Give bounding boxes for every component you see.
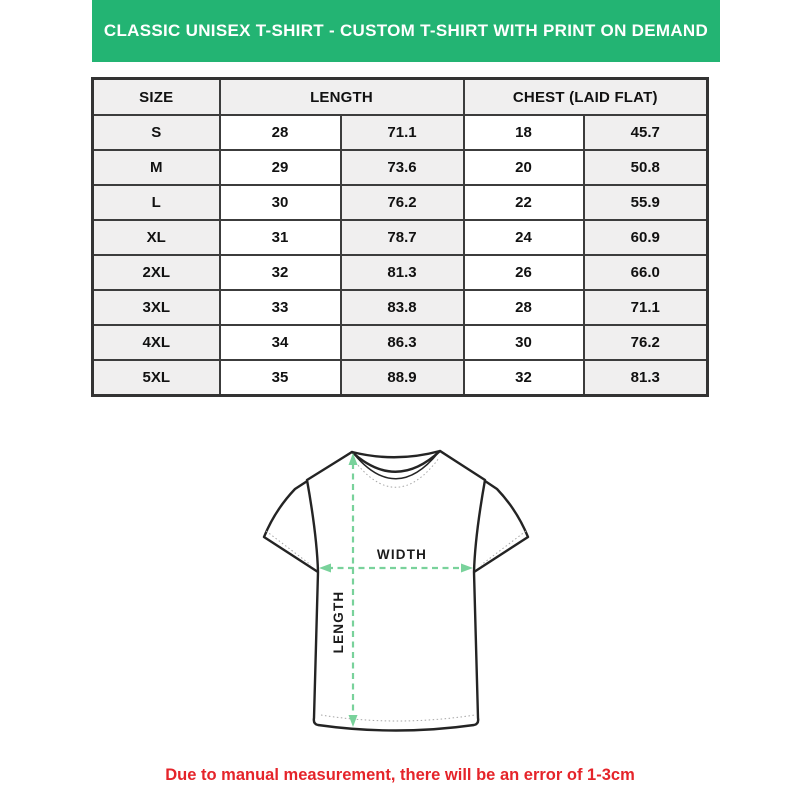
page-title: CLASSIC UNISEX T-SHIRT - CUSTOM T-SHIRT WITH PRINT ON DEMAND bbox=[103, 21, 709, 40]
width-label: WIDTH bbox=[376, 547, 428, 562]
chest-in-cell: 24 bbox=[464, 220, 584, 255]
title-banner bbox=[92, 0, 720, 62]
length-in-cell: 29 bbox=[220, 150, 341, 185]
table-row bbox=[93, 360, 708, 396]
size-cell: M bbox=[93, 150, 220, 185]
chest-cm-cell: 76.2 bbox=[584, 325, 708, 360]
table-row bbox=[93, 290, 708, 325]
length-cm-cell: 76.2 bbox=[341, 185, 464, 220]
length-in-cell: 31 bbox=[220, 220, 341, 255]
size-cell: L bbox=[93, 185, 220, 220]
table-row bbox=[93, 185, 708, 220]
chest-cm-cell: 60.9 bbox=[584, 220, 708, 255]
table-row bbox=[93, 255, 708, 290]
table-row bbox=[93, 220, 708, 255]
size-cell: 5XL bbox=[93, 360, 220, 396]
length-in-cell: 30 bbox=[220, 185, 341, 220]
chest-in-cell: 26 bbox=[464, 255, 584, 290]
length-in-cell: 32 bbox=[220, 255, 341, 290]
length-cm-cell: 78.7 bbox=[341, 220, 464, 255]
size-cell: 3XL bbox=[93, 290, 220, 325]
tshirt-diagram bbox=[253, 446, 545, 746]
chest-cm-cell: 81.3 bbox=[584, 360, 708, 396]
chest-cm-cell: 55.9 bbox=[584, 185, 708, 220]
chest-cm-cell: 45.7 bbox=[584, 115, 708, 150]
chest-in-cell: 30 bbox=[464, 325, 584, 360]
chest-in-cell: 18 bbox=[464, 115, 584, 150]
length-in-cell: 34 bbox=[220, 325, 341, 360]
header-size: SIZE bbox=[93, 79, 220, 116]
measurement-note: Due to manual measurement, there will be an error of 1-3cm bbox=[165, 766, 635, 784]
header-chest: CHEST (LAID FLAT) bbox=[464, 79, 708, 116]
length-cm-cell: 88.9 bbox=[341, 360, 464, 396]
length-in-cell: 35 bbox=[220, 360, 341, 396]
length-cm-cell: 71.1 bbox=[341, 115, 464, 150]
length-in-cell: 28 bbox=[220, 115, 341, 150]
chest-in-cell: 22 bbox=[464, 185, 584, 220]
size-cell: S bbox=[93, 115, 220, 150]
size-cell: 2XL bbox=[93, 255, 220, 290]
tshirt-svg bbox=[253, 446, 545, 746]
size-cell: XL bbox=[93, 220, 220, 255]
chest-cm-cell: 71.1 bbox=[584, 290, 708, 325]
table-header-row bbox=[93, 79, 708, 116]
length-label: LENGTH bbox=[331, 590, 346, 654]
table-row bbox=[93, 325, 708, 360]
length-cm-cell: 73.6 bbox=[341, 150, 464, 185]
length-cm-cell: 83.8 bbox=[341, 290, 464, 325]
size-chart-table bbox=[91, 77, 709, 397]
length-cm-cell: 86.3 bbox=[341, 325, 464, 360]
header-length: LENGTH bbox=[220, 79, 464, 116]
chest-cm-cell: 66.0 bbox=[584, 255, 708, 290]
length-cm-cell: 81.3 bbox=[341, 255, 464, 290]
chest-in-cell: 28 bbox=[464, 290, 584, 325]
chest-in-cell: 20 bbox=[464, 150, 584, 185]
table-row bbox=[93, 115, 708, 150]
chest-cm-cell: 50.8 bbox=[584, 150, 708, 185]
size-cell: 4XL bbox=[93, 325, 220, 360]
table-row bbox=[93, 150, 708, 185]
chest-in-cell: 32 bbox=[464, 360, 584, 396]
length-in-cell: 33 bbox=[220, 290, 341, 325]
